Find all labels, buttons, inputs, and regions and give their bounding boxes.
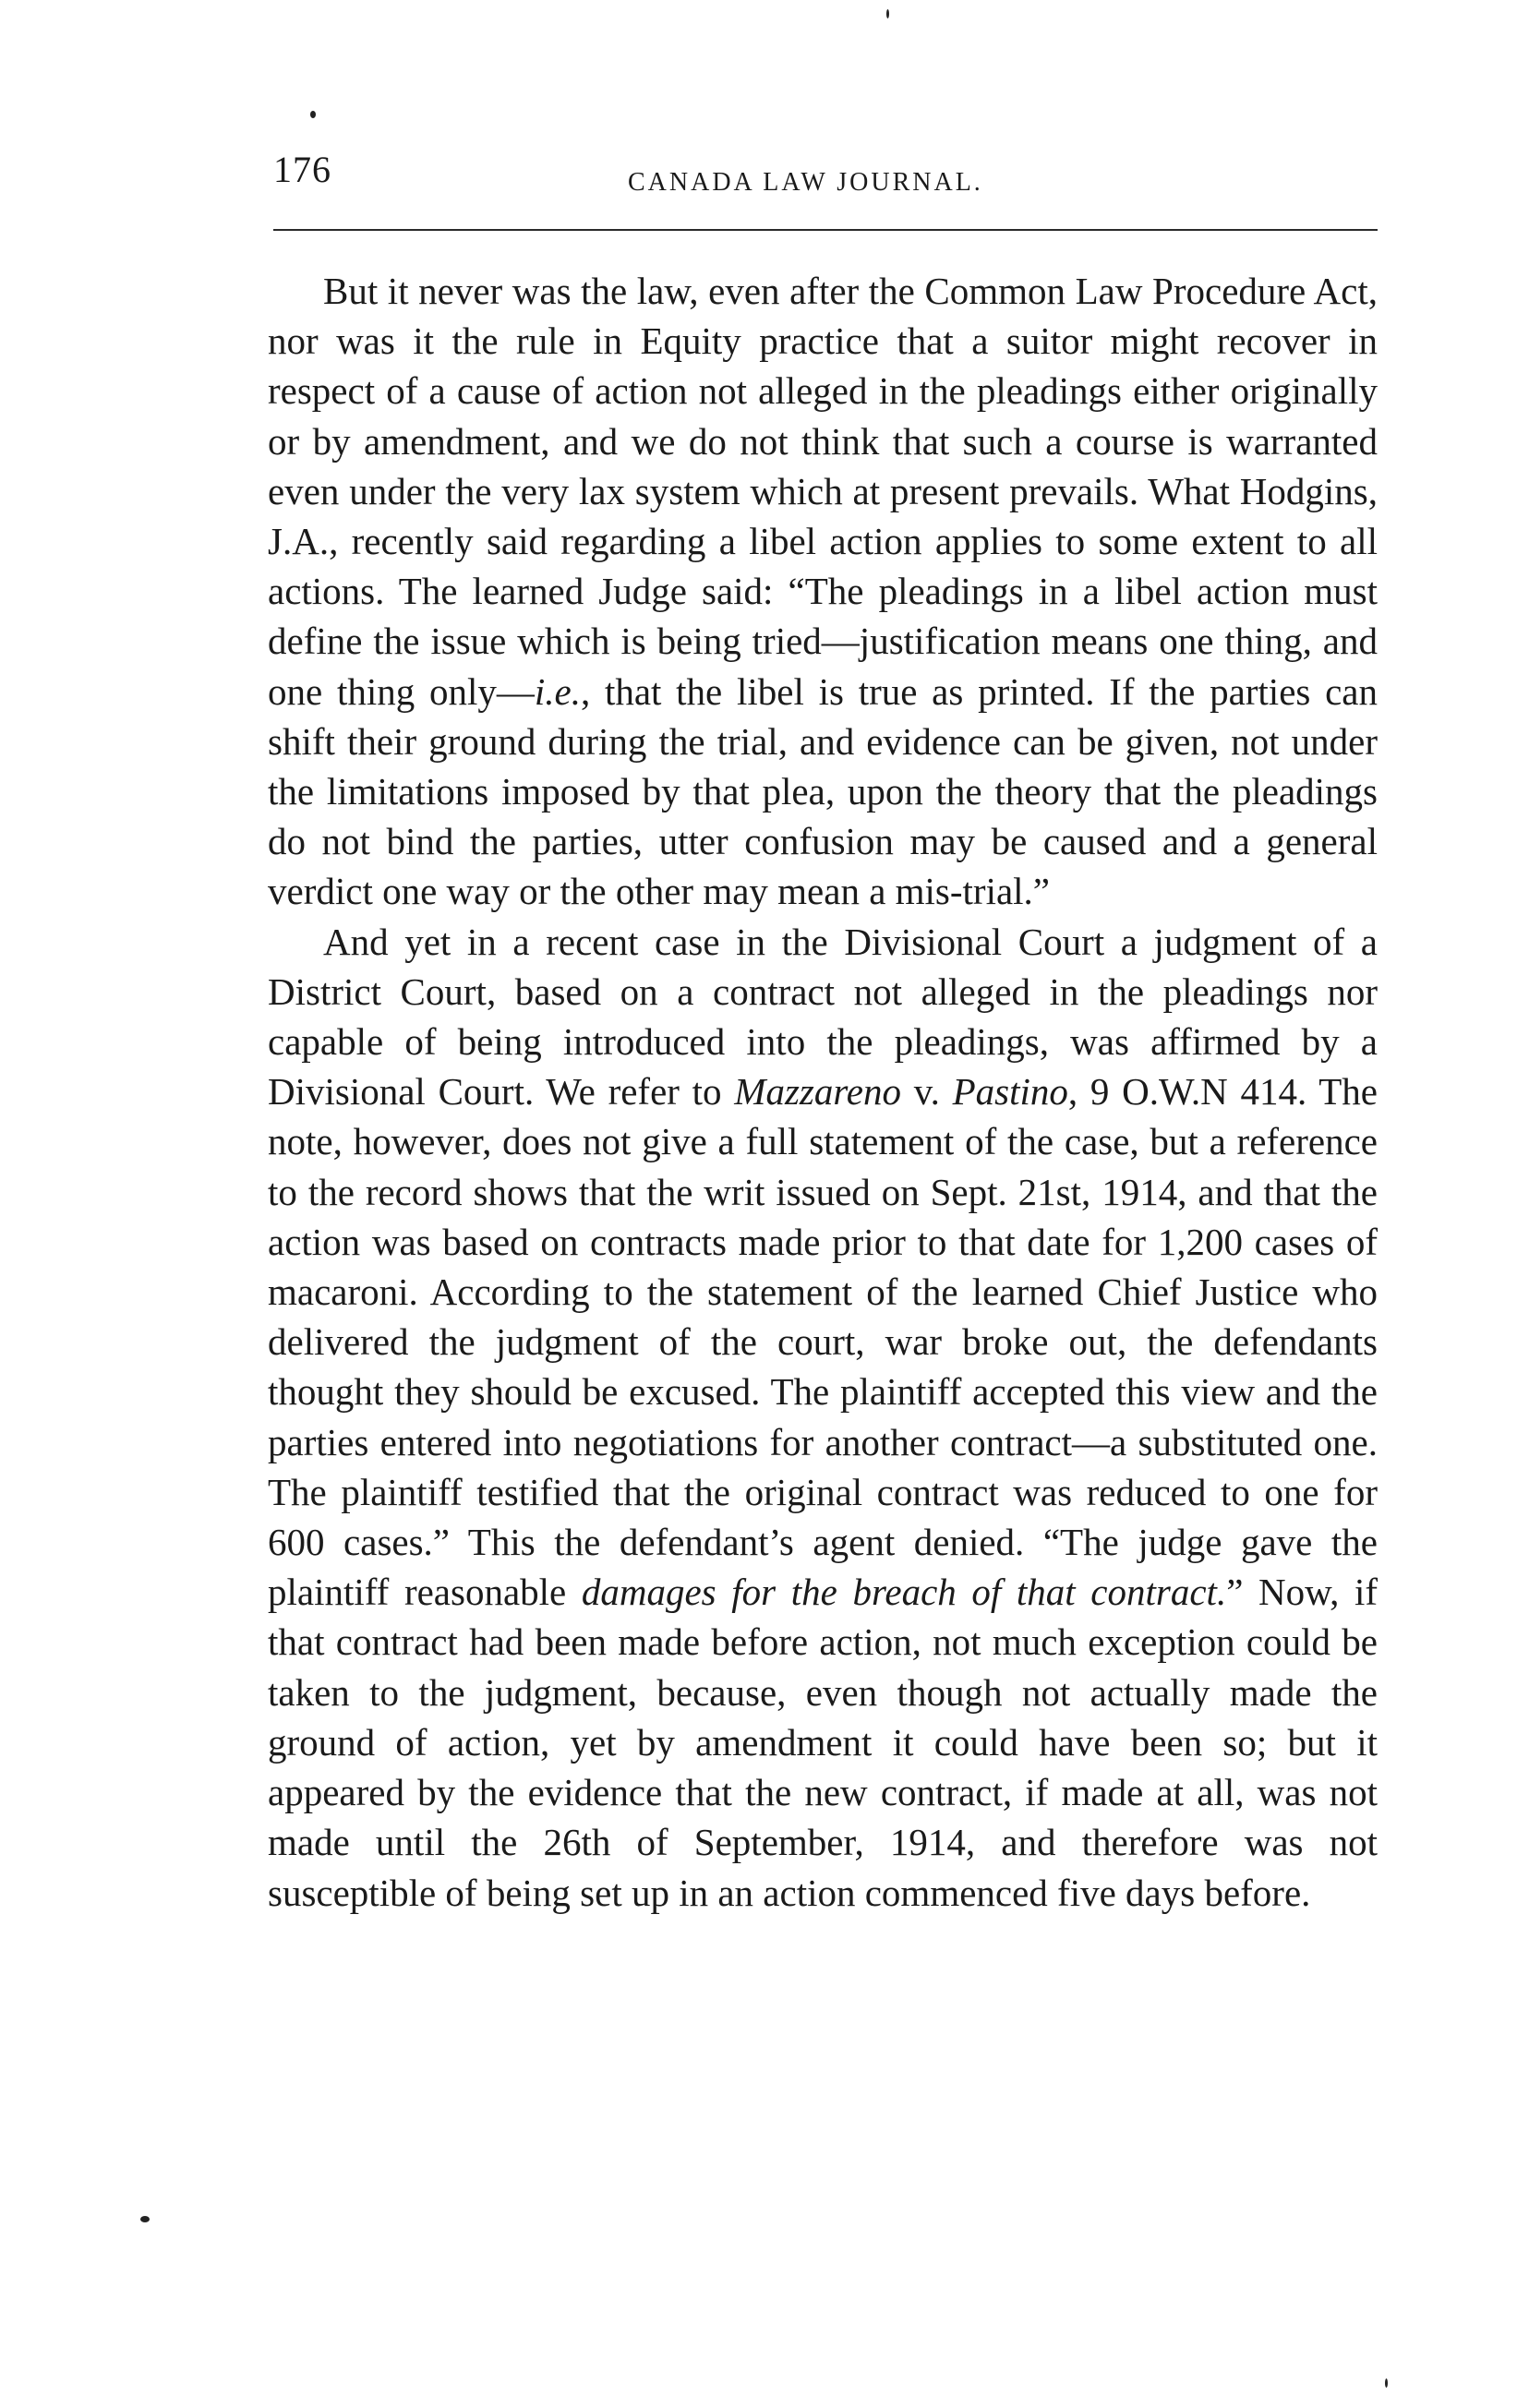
text-segment: v. — [901, 1070, 953, 1114]
paragraph — [268, 917, 1378, 1918]
italic-segment: i.e. — [534, 669, 581, 713]
italic-segment: damages for the breach of that contract. — [581, 1571, 1227, 1614]
text-segment: But it never was the law, even after the Common Law Procedure Act, nor was it the rule in Equity practice that a suitor might recover in respect of a cause of action not alleged in the pleadings either originally or by amendment, and we do not think that such a course is warranted even under the very lax system which at present prevails. What Hodgins, J.A., recently said regarding a libel action applies to some extent to all actions. The learned Judge said: “The pleadings in a libel action must define the issue which is being tried—justification means one thing, and one thing only— — [268, 270, 1378, 713]
scan-speck — [886, 9, 889, 18]
scan-speck — [310, 111, 316, 118]
case-name-defendant: Pastino — [952, 1070, 1068, 1114]
header-rule — [273, 229, 1378, 231]
case-name-plaintiff: Mazzareno — [734, 1070, 901, 1114]
scan-speck — [140, 2216, 150, 2222]
paragraph — [268, 266, 1378, 917]
text-segment: , that the libel is true as printed. If the parties can shift their ground during the trial, and evidence can be given, not under the limitations imposed by that plea, upon the theory that the pleadings do not bind the parties, utter confusion may be caused and a general verdict one way or the other may mean a mis-trial.” — [268, 669, 1378, 913]
page-number: 176 — [273, 149, 331, 190]
scan-speck — [1385, 2378, 1388, 2388]
running-head: CANADA LAW JOURNAL. — [628, 168, 983, 197]
text-segment: And yet in a recent case in the Divisional Court a judgment of a District Court, based on a contract not alleged in the pleadings nor capable of being introduced into the pleadings, was affirmed by a Divisional Court. We refer to — [268, 920, 1378, 1114]
text-segment: ” Now, if that contract had been made before action, not much exception could be taken to the judgment, because, even though not actually made the ground of action, yet by amendment it could have been so; but it appeared by the evidence that the new contract, if made at all, was not made until the 26th of September, 1914, and therefore was not susceptible of being set up in an action commenced five days before. — [268, 1571, 1378, 1914]
article-body — [268, 266, 1378, 1918]
text-segment: , 9 O.W.N 414. The note, however, does not give a full statement of the case, but a reference to the record shows that the writ issued on Sept. 21st, 1914, and that the action was based on contracts made prior to that date for 1,200 cases of macaroni. According to the statement of the learned Chief Justice who delivered the judgment of the court, war broke out, the defendants thought they should be excused. The plaintiff accepted this view and the parties entered into negotiations for another contract—a substituted one. The plaintiff testified that the original contract was reduced to one for 600 cases.” This the defendant’s agent denied. “The judge gave the plaintiff reasonable — [268, 1070, 1378, 1614]
